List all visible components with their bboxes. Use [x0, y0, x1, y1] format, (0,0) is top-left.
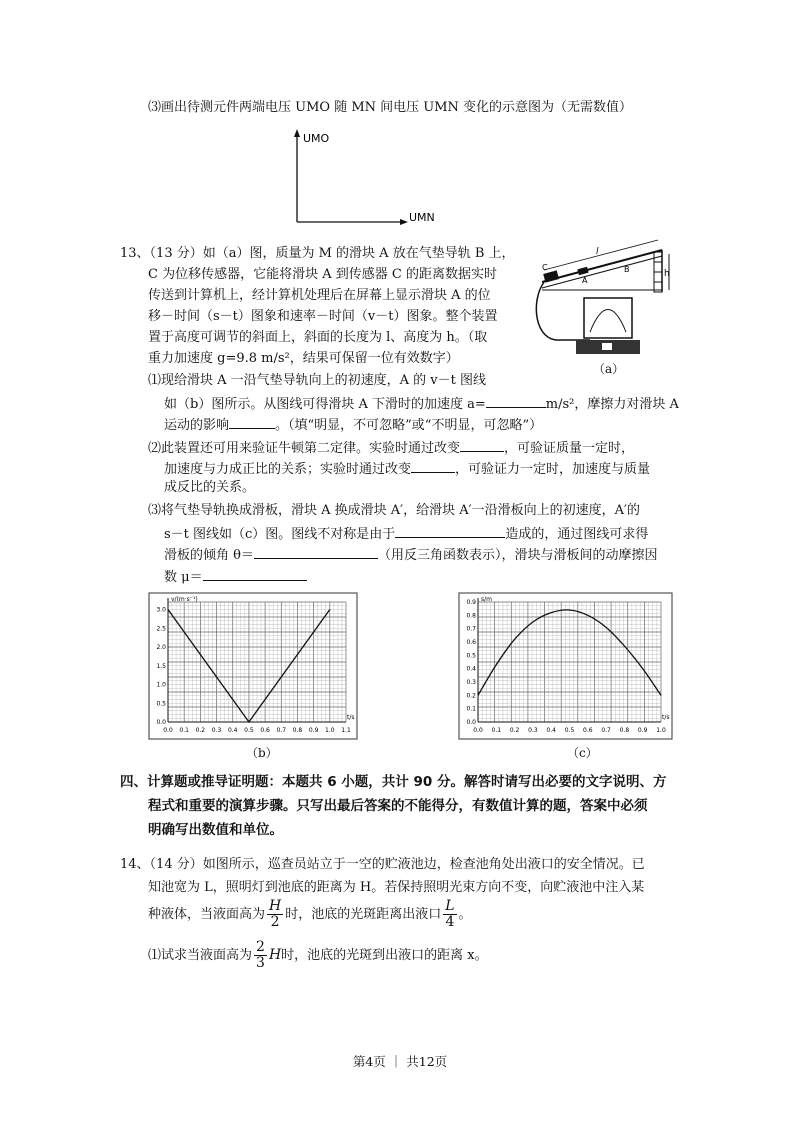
graph-b-x-tick-label: 0.1: [179, 727, 189, 734]
answer-blank-asymmetry-cause[interactable]: [395, 523, 505, 538]
q13-p2-line-3: 成反比的关系。: [164, 480, 256, 495]
answer-blank-vary-2[interactable]: [411, 458, 455, 473]
graph-c-x-tick-label: 0.7: [601, 727, 611, 734]
q13-p1-line-1: ⑴现给滑块 A 一沿气垫导轨向上的初速度，A 的 v－t 图线: [148, 373, 487, 388]
q13-head: 13、（13 分）如（a）图，质量为 M 的滑块 A 放在气垫导轨 B 上，: [120, 246, 515, 261]
graph-c-st: [458, 592, 673, 740]
graph-b-x-tick-label: 1.1: [341, 727, 351, 734]
graph-b-y-tick-label: 2.5: [156, 625, 166, 633]
graph-b-x-tick-label: 1.0: [325, 727, 335, 734]
graph-b-y-tick-label: 1.0: [156, 681, 166, 689]
graph-c-x-tick-label: 1.0: [656, 727, 666, 734]
answer-blank-theta[interactable]: [254, 544, 378, 559]
graph-b-x-tick-label: 0.8: [292, 727, 303, 734]
graph-c-x-tick-label: 0.1: [491, 727, 502, 734]
graph-b-x-tick-label: 0.5: [244, 727, 254, 734]
graph-c-y-tick-label: 0.1: [466, 705, 476, 713]
graph-c-caption: （c）: [567, 746, 598, 760]
graph-b-x-tick-label: 0.2: [195, 727, 206, 734]
label-h: h: [664, 269, 670, 279]
x-axis-label-umn: UMN: [409, 211, 435, 224]
graph-b-x-tick-label: 0.0: [163, 727, 173, 734]
graph-b-x-tick-label: 0.9: [308, 727, 319, 734]
q13-line-4: 置于高度可调节的斜面上，斜面的长度为 l、高度为 h。（取: [148, 330, 488, 345]
q13-line-2: 传送到计算机上，经计算机处理后在屏幕上显示滑块 A 的位: [148, 288, 491, 303]
q14-head: 14、（14 分）如图所示，巡查员站立于一空的贮液池边，检查池角处出液口的安全情况。已: [120, 857, 645, 872]
y-axis-label-umo: UMO: [303, 132, 330, 145]
graph-c-x-tick-label: 0.4: [546, 727, 556, 734]
graph-c-y-tick-label: 0.7: [466, 625, 476, 633]
graph-b-x-tick-label: 0.4: [227, 727, 238, 734]
q13-p3-line-1: ⑶将气垫导轨换成滑板，滑块 A 换成滑块 A′，给滑块 A′一沿滑板向上的初速度，A′的: [148, 503, 640, 518]
fraction-h-over-2: $\frac{H}{2}$: [269, 898, 282, 930]
graph-b-x-tick-label: 0.7: [276, 727, 287, 734]
graph-c-x-tick-label: 0.0: [473, 727, 483, 734]
graph-c-x-tick-label: 0.6: [583, 727, 593, 734]
q13-line-1: C 为位移传感器，它能将滑块 A 到传感器 C 的距离数据实时: [148, 267, 497, 282]
fraction-l-over-4: $\frac{L}{4}$: [445, 898, 455, 930]
graph-c-y-label: s/m: [481, 596, 492, 603]
graph-b-y-tick-label: 1.5: [156, 662, 166, 670]
q13-p2-line-1: ⑵此装置还可用来验证牛顿第二定律。实验时通过改变 ，可验证质量一定时，: [148, 437, 634, 458]
section4-line-1: 四、计算题或推导证明题：本题共 6 小题，共计 90 分。解答时请写出必要的文字说明、方: [120, 774, 667, 790]
graph-c-y-tick-label: 0.9: [466, 599, 476, 606]
graph-c-y-tick-label: 0.0: [466, 719, 476, 726]
q12-part3-text: ⑶画出待测元件两端电压 UMO 随 MN 间电压 UMN 变化的示意图为（无需数值）: [148, 100, 633, 115]
graph-c-x-tick-label: 0.2: [509, 727, 520, 734]
section4-line-3: 明确写出数值和单位。: [148, 822, 283, 838]
graph-c-x-tick-label: 0.5: [564, 727, 575, 734]
q14-line-2: 知池宽为 L，照明灯到池底的距离为 H。若保持照明光束方向不变，向贮液池中注入某: [148, 880, 645, 895]
graph-c-x-tick-label: 0.3: [528, 727, 538, 734]
label-b: B: [624, 265, 630, 274]
q13-p3-line-4: 数 μ＝: [164, 566, 307, 587]
q13-p1-line-2: 如（b）图所示。从图线可得滑块 A 下滑时的加速度 a= m/s²，摩擦力对滑块 A: [164, 393, 679, 414]
answer-blank-vary-1[interactable]: [460, 437, 504, 452]
graph-b-y-tick-label: 2.0: [156, 644, 166, 651]
q13-p3-line-3: 滑板的倾角 θ＝ （用反三角函数表示），滑块与滑板间的动摩擦因: [164, 544, 657, 565]
graph-b-x-label: t/s: [347, 714, 355, 721]
q13-p3-line-2: s－t 图线如（c）图。图线不对称是由于 造成的，通过图线可求得: [164, 523, 648, 544]
q13-line-5: 重力加速度 g=9.8 m/s²，结果可保留一位有效数字）: [148, 351, 459, 366]
q13-p2-line-2: 加速度与力成正比的关系；实验时通过改变 ，可验证力一定时，加速度与质量: [164, 458, 650, 479]
graph-b-caption: （b）: [246, 746, 278, 760]
q14-line-3: 种液体，当液面高为 $\frac{H}{2}$ 时，池底的光斑距离出液口 $\frac{L}{4}$ 。: [148, 898, 472, 930]
graph-b-y-tick-label: 0.0: [156, 719, 166, 726]
graph-b-x-tick-label: 0.6: [260, 727, 270, 734]
fraction-2-over-3: $\frac{2}{3}$: [256, 939, 265, 971]
graph-c-y-tick-label: 0.6: [466, 639, 476, 646]
graph-b-y-label: v/(m·s⁻¹): [171, 596, 198, 603]
graph-b-y-tick-label: 3.0: [156, 606, 166, 614]
answer-blank-friction-effect[interactable]: [229, 414, 275, 429]
graph-c-y-tick-label: 0.2: [466, 692, 476, 700]
graph-c-x-label: t/s: [662, 714, 670, 721]
page-footer: 第4页 ｜ 共12页: [352, 1054, 448, 1069]
q13-line-3: 移－时间（s－t）图象和速率－时间（v－t）图象。整个装置: [148, 309, 498, 324]
graph-c-y-tick-label: 0.5: [466, 652, 476, 660]
answer-blank-acceleration[interactable]: [486, 393, 546, 408]
label-a: A: [582, 276, 588, 285]
q13-p1-line-3: 运动的影响 。（填“明显，不可忽略”或“不明显，可忽略”）: [164, 414, 542, 435]
graph-c-y-tick-label: 0.8: [466, 612, 476, 620]
figure-a-caption: （a）: [593, 362, 625, 376]
section4-line-2: 程式和重要的演算步骤。只写出最后答案的不能得分，有数值计算的题，答案中必须: [148, 798, 648, 814]
graph-b-vt: [148, 592, 358, 740]
q14-part1: ⑴试求当液面高为 $\frac{2}{3}$ H时，池底的光斑到出液口的距离 x。: [148, 939, 488, 971]
graph-b-y-tick-label: 0.5: [156, 700, 166, 708]
label-c: C: [542, 263, 548, 272]
label-l: l: [596, 247, 599, 257]
graph-c-y-tick-label: 0.4: [466, 665, 476, 673]
graph-c-y-tick-label: 0.3: [466, 679, 476, 686]
graph-b-x-tick-label: 0.3: [211, 727, 222, 734]
graph-c-x-tick-label: 0.8: [619, 727, 630, 734]
answer-blank-mu[interactable]: [203, 566, 307, 581]
figure-a-apparatus: [530, 232, 675, 377]
umo-umn-axes: [285, 126, 435, 226]
graph-c-x-tick-label: 0.9: [637, 727, 648, 734]
